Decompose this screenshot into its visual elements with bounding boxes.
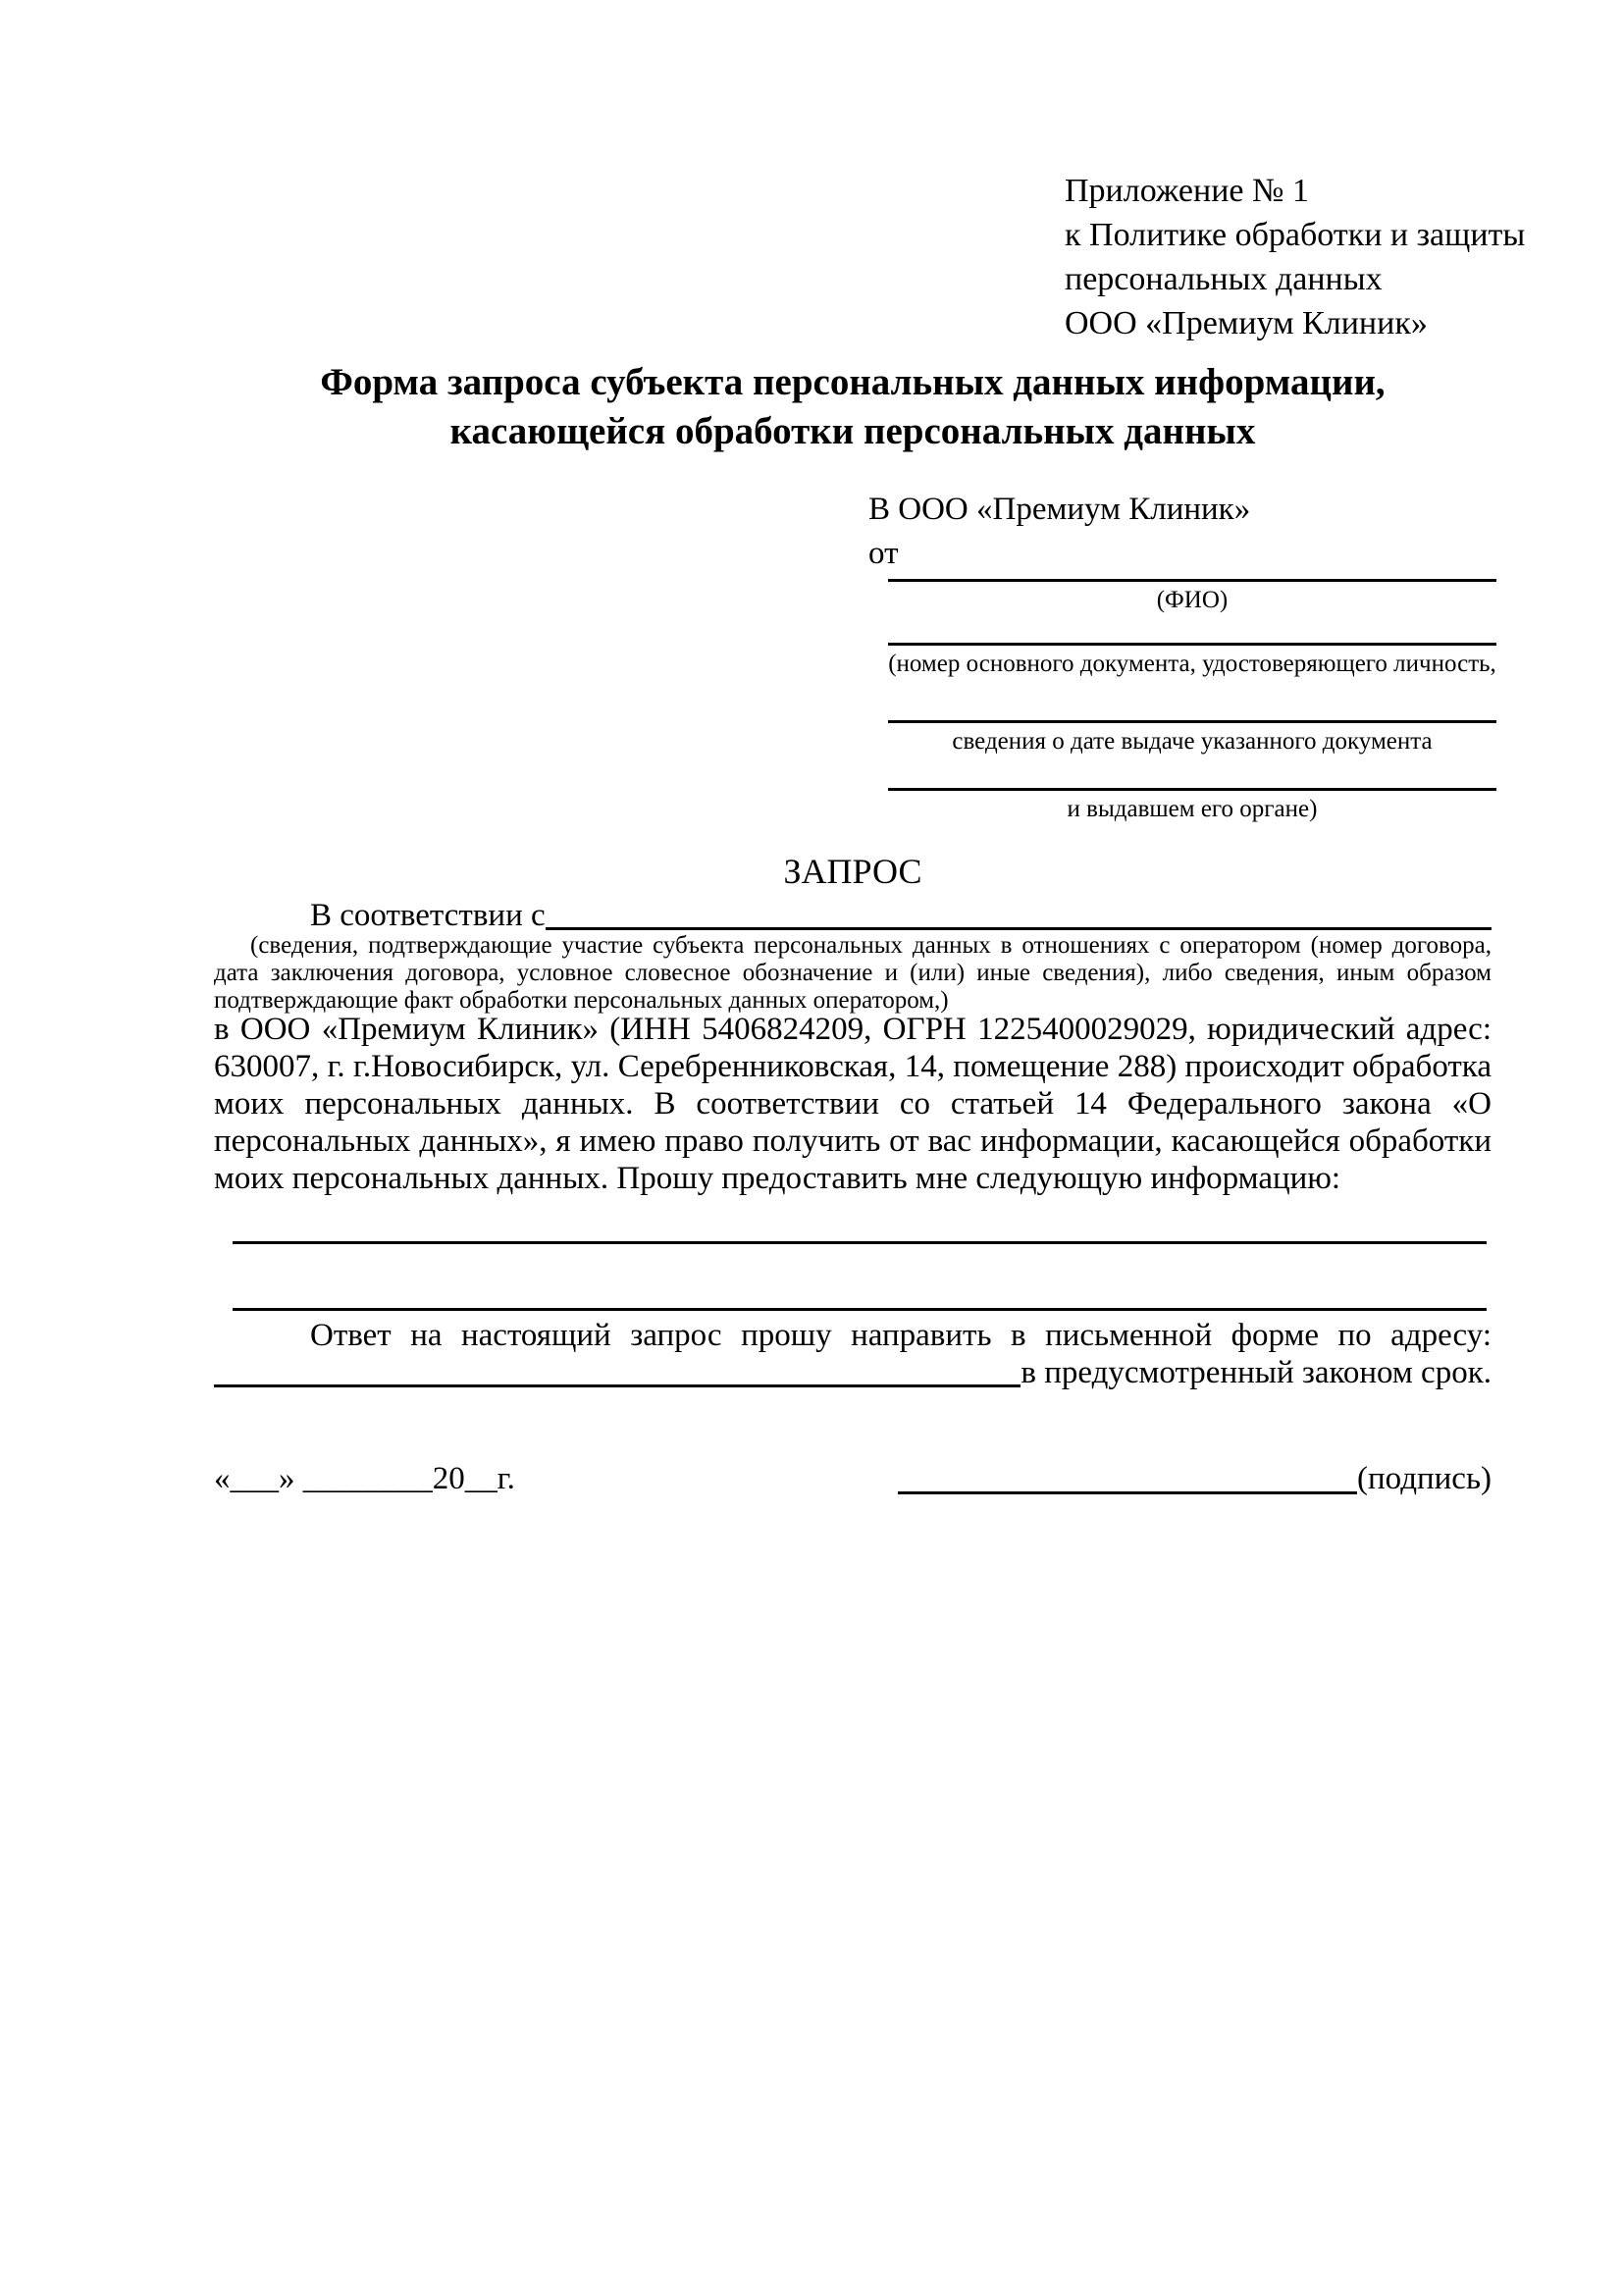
document-number-caption: (номер основного документа, удостоверяющего личность, — [888, 651, 1496, 677]
issue-date-blank-line — [888, 720, 1496, 723]
appendix-line: ООО «Премиум Клиник» — [1065, 305, 1428, 341]
information-blank-line-2 — [233, 1308, 1487, 1311]
issue-date-field — [868, 720, 1496, 757]
fio-field — [868, 579, 1496, 615]
accordance-label: В соответствии с — [310, 898, 546, 933]
appendix-line: персональных данных — [1065, 261, 1383, 297]
issue-date-caption: сведения о дате выдаче указанного документа — [952, 728, 1433, 755]
document-number-field — [868, 643, 1496, 679]
request-heading: ЗАПРОС — [783, 852, 922, 891]
issuing-authority-caption: и выдавшем его органе) — [1067, 796, 1318, 822]
fio-caption: (ФИО) — [1156, 587, 1229, 613]
accordance-blank-line — [546, 927, 1492, 930]
reply-address-blank-line — [214, 1384, 1021, 1387]
signature-row — [898, 1459, 1492, 1498]
accordance-note: (сведения, подтверждающие участие субъекта персональных данных в отношениях с оператором (номер договора, дата заключения договора, условное словесное обозначение и (или) иные сведения), либо сведения, иным образом подтверждающие факт обработки персональных данных оператором,) — [214, 932, 1492, 1014]
addressee-organization: В ООО «Премиум Клиник» — [868, 492, 1251, 527]
document-number-blank-line — [888, 643, 1496, 646]
request-body-paragraph: в ООО «Премиум Клиник» (ИНН 5406824209, ОГРН 1225400029029, юридический адрес: 630007, г. г.Новосибирск, ул. Серебренниковская, 14, помещение 288) происходит обработка моих персональных данных. В соответствии со статьей 14 Федерального закона «О персональных данных», я имею право получить от вас информации, касающейся обработки моих персональных данных. Прошу предоставить мне следующую информацию: — [214, 1012, 1492, 1196]
appendix-line: к Политике обработки и защиты — [1065, 217, 1526, 253]
signature-blank-line — [898, 1491, 1357, 1494]
document-title — [214, 358, 1492, 456]
reply-address-row — [214, 1354, 1492, 1391]
document-title-line: касающейся обработки персональных данных — [449, 410, 1256, 452]
addressee-from-label: от — [868, 536, 899, 571]
document-title-line: Форма запроса субъекта персональных данных информации, — [320, 361, 1386, 403]
information-blank-line-1 — [233, 1241, 1487, 1244]
issuing-authority-field — [868, 788, 1496, 824]
appendix-line: Приложение № 1 — [1065, 173, 1309, 209]
signature-caption: (подпись) — [1357, 1461, 1492, 1496]
issuing-authority-blank-line — [888, 788, 1496, 791]
reply-sentence: Ответ на настоящий запрос прошу направить в письменной форме по адресу: — [310, 1318, 1492, 1353]
accordance-row — [214, 896, 1492, 935]
reply-tail: в предусмотренный законом срок. — [1021, 1355, 1492, 1390]
fio-blank-line — [888, 579, 1496, 582]
appendix-reference — [1065, 169, 1525, 345]
addressee-block — [868, 488, 1496, 824]
date-line: «___» ________20__г. — [214, 1461, 515, 1496]
